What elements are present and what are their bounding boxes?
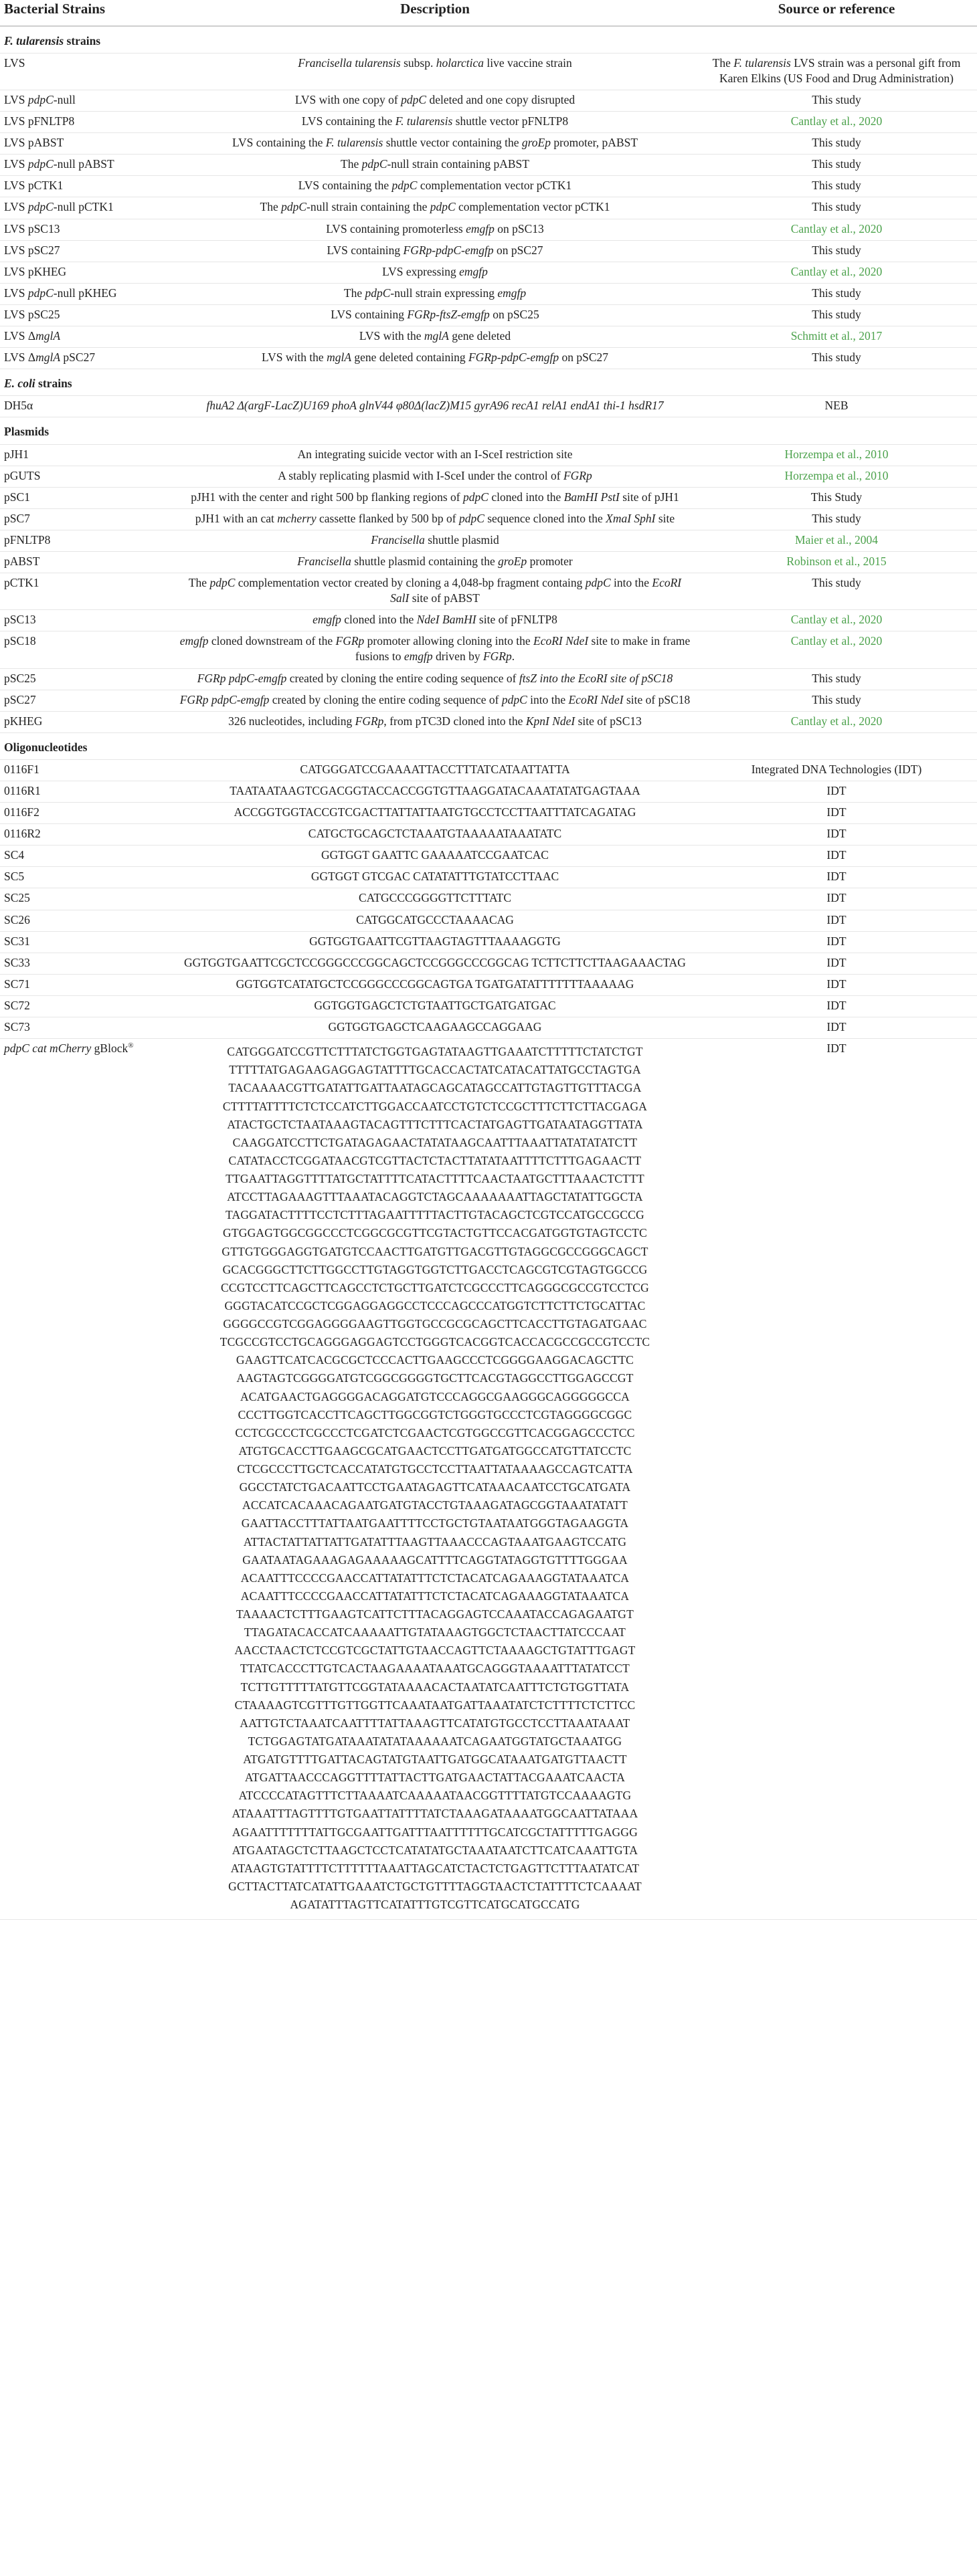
strain-description: LVS with the mglA gene deleted containing FGRp-pdpC-emgfp on pSC27 (174, 348, 696, 369)
strain-description: GGTGGTGAGCTCTGTAATTGCTGATGATGAC (174, 995, 696, 1017)
sequence-line: GTTGTGGGAGGTGATGTCCAACTTGATGTTGACGTTGTAGGCGCCGGGCAGCT (221, 1244, 648, 1258)
table-row (0, 304, 977, 326)
section-heading-row (0, 26, 977, 54)
strain-name: LVS pdpC-null (0, 90, 174, 112)
strain-source: NEB (696, 396, 977, 417)
strain-source: IDT (696, 974, 977, 995)
strain-source: Cantlay et al., 2020 (696, 262, 977, 283)
strain-source: This study (696, 176, 977, 197)
strain-description: CATGCCCGGGGTTCTTTATC (174, 888, 696, 910)
sequence-line: TCGCCGTCCTGCAGGGAGGAGTCCTGGGTCACGGTCACCACGCCGCCGTCCTC (219, 1335, 650, 1349)
section-heading-row (0, 732, 977, 759)
sequence-line: CATGGGATCCGTTCTTTATCTGGTGAGTATAAGTTGAAATCTTTTTCTATCTGT (227, 1045, 643, 1059)
sequence-line: ATGATGTTTTGATTACAGTATGTAATTGATGGCATAAATGATGTTAACTT (243, 1753, 627, 1766)
strain-name: pCTK1 (0, 573, 174, 610)
strain-source: Robinson et al., 2015 (696, 551, 977, 573)
header-bacterial-strains: Bacterial Strains (0, 0, 174, 26)
table-row (0, 931, 977, 953)
strain-source: IDT (696, 995, 977, 1017)
strain-source: Cantlay et al., 2020 (696, 631, 977, 668)
strain-source: Integrated DNA Technologies (IDT) (696, 759, 977, 781)
strain-description: emgfp cloned into the NdeI BamHI site of pFNLTP8 (174, 610, 696, 631)
sequence-line: AATTGTCTAAATCAATTTTATTAAAGTTCATATGTGCCTCCTTAAATAAAT (240, 1716, 630, 1730)
strain-name: LVS pSC27 (0, 240, 174, 262)
table-row (0, 240, 977, 262)
sequence-line: ATGTGCACCTTGAAGCGCATGAACTCCTTGATGATGGCCATGTTATCCTC (238, 1444, 632, 1458)
sequence-line: GCACGGGCTTCTTGGCCTTGTAGGTGGTCTTGACCTCAGCGTCGTAGTGGCCG (222, 1262, 648, 1276)
strain-source: This study (696, 197, 977, 219)
strain-description: pJH1 with an cat mcherry cassette flanked by 500 bp of pdpC sequence cloned into the XmaI SphI site (174, 508, 696, 530)
strain-name: LVS pdpC-null pABST (0, 155, 174, 176)
strain-source: IDT (696, 781, 977, 803)
strain-name: SC5 (0, 867, 174, 888)
strain-name: pSC18 (0, 631, 174, 668)
strain-description: A stably replicating plasmid with I-SceI under the control of FGRp (174, 466, 696, 487)
sequence-line: CTCGCCCTTGCTCACCATATGTGCCTCCTTAATTATAAAAGCCAGTCATTA (237, 1462, 633, 1476)
sequence-line: TTGAATTAGGTTTTATGCTATTTTCATACTTTTCAACTAATGCTTTAAACTCTTT (226, 1172, 644, 1185)
strain-description: Francisella tularensis subsp. holarctica live vaccine strain (174, 53, 696, 90)
strain-source: This study (696, 508, 977, 530)
strain-description: emgfp cloned downstream of the FGRp promoter allowing cloning into the EcoRI NdeI site to make in frame fusions to emgfp driven by FGRp. (174, 631, 696, 668)
strain-description: pJH1 with the center and right 500 bp flanking regions of pdpC cloned into the BamHI PstI site of pJH1 (174, 487, 696, 508)
sequence-line: ACATGAACTGAGGGGACAGGATGTCCCAGGCGAAGGGCAGGGGGCCA (240, 1389, 630, 1403)
sequence-line: GTGGAGTGGCGGCCCTCGGCGCGTTCGTACTGTTCCACGATGGTGTAGTCCTC (223, 1226, 647, 1240)
strain-description: TAATAATAAGTCGACGGTACCACCGGTGTTAAGGATACAAATATATGAGTAAA (174, 781, 696, 803)
sequence-line: ATAAGTGTATTTTCTTTTTTAAATTAGCATCTACTCTGAGTTCTTTAATATCAT (230, 1861, 640, 1875)
strain-name: SC73 (0, 1017, 174, 1039)
strain-name: LVS pdpC-null pCTK1 (0, 197, 174, 219)
strain-source: The F. tularensis LVS strain was a personal gift from Karen Elkins (US Food and Drug Administration) (696, 53, 977, 90)
gblock-source: IDT (696, 1039, 977, 1920)
strain-source: IDT (696, 867, 977, 888)
sequence-line: ATACTGCTCTAATAAAGTACAGTTTCTTTCACTATGAGTTGATAATAGGTTATA (227, 1117, 643, 1131)
strain-description: CATGGCATGCCCTAAAACAG (174, 910, 696, 931)
strain-description: Francisella shuttle plasmid (174, 530, 696, 551)
sequence-line: ACAATTTCCCCGAACCATTATATTTCTCTACATCAGAAAGGTATAAATCA (240, 1589, 630, 1603)
sequence-line: ATCCCCATAGTTTCTTAAAATCAAAAATAACGGTTTTATGTCCAAAAGTG (238, 1789, 632, 1803)
table-row (0, 219, 977, 240)
table-row (0, 326, 977, 348)
table-header-row (0, 0, 977, 26)
strain-description: ACCGGTGGTACCGTCGACTTATTATTAATGTGCCTCCTTAATTTATCAGATAG (174, 803, 696, 824)
sequence-line: GAATAATAGAAAGAGAAAAAGCATTTTCAGGTATAGGTGTTTTGGGAA (242, 1553, 628, 1567)
strain-name: SC25 (0, 888, 174, 910)
sequence-line: AGAATTTTTTTATTGCGAATTGATTTAATTTTTTGCATCGCTATTTTTGAGGG (232, 1825, 638, 1839)
strain-name: LVS ΔmglA pSC27 (0, 348, 174, 369)
sequence-line: ACCATCACAAACAGAATGATGTACCTGTAAAGATAGCGGTAAATATATT (242, 1498, 628, 1512)
table-row (0, 530, 977, 551)
strain-source: IDT (696, 910, 977, 931)
strain-source: Horzempa et al., 2010 (696, 444, 977, 466)
strain-source: Cantlay et al., 2020 (696, 610, 977, 631)
table-row (0, 711, 977, 732)
table-row (0, 910, 977, 931)
strain-name: SC4 (0, 846, 174, 867)
sequence-line: GGGGCCGTCGGAGGGGAAGTTGGTGCCGCGCAGCTTCACCTTGTAGATGAAC (223, 1317, 647, 1330)
strain-name: pKHEG (0, 711, 174, 732)
strain-source: This study (696, 668, 977, 690)
strain-description: GGTGGT GTCGAC CATATATTTGTATCCTTAAC (174, 867, 696, 888)
strain-source: This Study (696, 487, 977, 508)
strain-source: Maier et al., 2004 (696, 530, 977, 551)
strain-name: pABST (0, 551, 174, 573)
sequence-line: CTTTTATTTTCTCTCCATCTTGGACCAATCCTGTCTCCGCTTTCTTCTTACGAGA (222, 1099, 648, 1113)
sequence-line: CCGTCCTTCAGCTTCAGCCTCTGCTTGATCTCGCCCTTCAGGGCGCCGTCCTCG (221, 1280, 649, 1294)
table-row (0, 888, 977, 910)
strain-name: LVS pdpC-null pKHEG (0, 283, 174, 304)
strain-source: This study (696, 240, 977, 262)
strain-name: SC33 (0, 953, 174, 974)
strain-source: This study (696, 348, 977, 369)
sequence-line: TAGGATACTTTTCCTCTTTAGAATTTTTACTTGTACAGCTCGTCCATGCCGCCG (226, 1208, 644, 1222)
table-row (0, 781, 977, 803)
sequence-line: TTTTTATGAGAAGAGGAGTATTTTGCACCACTATCATACATTATGCCTAGTGA (229, 1063, 641, 1077)
sequence-line: TAAAACTCTTTGAAGTCATTCTTTACAGGAGTCCAAATACCAGAGAATGT (236, 1607, 634, 1621)
table-row (0, 197, 977, 219)
gblock-name: pdpC cat mCherry gBlock® (0, 1039, 174, 1920)
strain-name: pSC7 (0, 508, 174, 530)
strain-description: LVS with the mglA gene deleted (174, 326, 696, 348)
sequence-line: ATGAATAGCTCTTAAGCTCCTCATATATGCTAAATAATCTTCATCAAATTGTA (232, 1843, 638, 1857)
table-row (0, 53, 977, 90)
table-body (0, 26, 977, 1920)
sequence-line: TTATCACCCTTGTCACTAAGAAAATAAATGCAGGGTAAAATTTATATCCT (240, 1662, 630, 1676)
table-row (0, 466, 977, 487)
sequence-line: GAAGTTCATCACGCGCTCCCACTTGAAGCCCTCGGGGAAGGACAGCTTC (236, 1353, 634, 1367)
strain-name: LVS pFNLTP8 (0, 112, 174, 133)
strain-name: 0116R2 (0, 824, 174, 846)
strain-source: Horzempa et al., 2010 (696, 466, 977, 487)
table-row (0, 803, 977, 824)
strain-name: LVS (0, 53, 174, 90)
strain-name: SC71 (0, 974, 174, 995)
strain-description: CATGGGATCCGAAAATTACCTTTATCATAATTATTA (174, 759, 696, 781)
strain-description: The pdpC-null strain containing pABST (174, 155, 696, 176)
table-row (0, 487, 977, 508)
strain-name: SC31 (0, 931, 174, 953)
header-source: Source or reference (696, 0, 977, 26)
strain-description: CATGCTGCAGCTCTAAATGTAAAAATAAATATC (174, 824, 696, 846)
sequence-line: ACAATTTCCCCGAACCATTATATTTCTCTACATCAGAAAGGTATAAATCA (240, 1571, 630, 1585)
sequence-line: CCCTTGGTCACCTTCAGCTTGGCGGTCTGGGTGCCCTCGTAGGGGCGGC (238, 1407, 632, 1421)
strain-name: pSC13 (0, 610, 174, 631)
strain-description: 326 nucleotides, including FGRp, from pTC3D cloned into the KpnI NdeI site of pSC13 (174, 711, 696, 732)
strain-description: FGRp pdpC-emgfp created by cloning the entire coding sequence of ftsZ into the EcoRI site of pSC18 (174, 668, 696, 690)
strain-name: pJH1 (0, 444, 174, 466)
table-row (0, 610, 977, 631)
table-row (0, 995, 977, 1017)
strain-name: pFNLTP8 (0, 530, 174, 551)
table-row (0, 283, 977, 304)
strain-name: 0116F2 (0, 803, 174, 824)
strain-source: This study (696, 133, 977, 155)
strain-name: LVS pKHEG (0, 262, 174, 283)
strain-description: The pdpC-null strain expressing emgfp (174, 283, 696, 304)
table-row (0, 508, 977, 530)
table-row (0, 133, 977, 155)
table-row (0, 631, 977, 668)
strain-name: LVS pSC13 (0, 219, 174, 240)
sequence-line: AAGTAGTCGGGGATGTCGGCGGGGTGCTTCACGTAGGCCTTGGAGCCGT (236, 1371, 634, 1385)
strain-name: LVS pSC25 (0, 304, 174, 326)
table-row (0, 573, 977, 610)
strain-source: This study (696, 90, 977, 112)
sequence-line: TTAGATACACCATCAAAAATTGTATAAAGTGGCTCTAACTTATCCCAAT (244, 1625, 626, 1640)
strain-description: fhuA2 Δ(argF-LacZ)U169 phoA glnV44 φ80Δ(lacZ)M15 gyrA96 recA1 relA1 endA1 thi-1 hsdR17 (174, 396, 696, 417)
strain-source: This study (696, 155, 977, 176)
section-title: Oligonucleotides (0, 732, 977, 759)
strain-name: LVS ΔmglA (0, 326, 174, 348)
sequence-line: GGCCTATCTGACAATTCCTGAATAGAGTTCATAAACAATCCTGCATGATA (239, 1480, 631, 1494)
strain-name: SC72 (0, 995, 174, 1017)
table-row (0, 444, 977, 466)
table-row (0, 690, 977, 711)
strain-source: Cantlay et al., 2020 (696, 112, 977, 133)
table-row (0, 90, 977, 112)
section-heading-row (0, 417, 977, 444)
section-title: Plasmids (0, 417, 977, 444)
strain-description: GGTGGTGAATTCGTTAAGTAGTTTAAAAGGTG (174, 931, 696, 953)
strain-description: The pdpC-null strain containing the pdpC complementation vector pCTK1 (174, 197, 696, 219)
strain-description: LVS containing FGRp-pdpC-emgfp on pSC27 (174, 240, 696, 262)
strain-description: GGTGGTGAGCTCAAGAAGCCAGGAAG (174, 1017, 696, 1039)
table-row (0, 348, 977, 369)
table-row (0, 867, 977, 888)
strain-description: LVS containing FGRp-ftsZ-emgfp on pSC25 (174, 304, 696, 326)
strain-name: pSC27 (0, 690, 174, 711)
sequence-line: TCTGGAGTATGATAAATATATAAAAAATCAGAATGGTATGCTAAATGG (248, 1734, 622, 1748)
gblock-row (0, 1039, 977, 1920)
table-row (0, 824, 977, 846)
strain-name: 0116R1 (0, 781, 174, 803)
table-row (0, 396, 977, 417)
table-row (0, 551, 977, 573)
strain-description: The pdpC complementation vector created by cloning a 4,048-bp fragment containg pdpC into the EcoRI SalI site of pABST (174, 573, 696, 610)
table-row (0, 112, 977, 133)
strain-name: LVS pCTK1 (0, 176, 174, 197)
gblock-sequence (174, 1039, 696, 1920)
strain-description: LVS containing the F. tularensis shuttle vector containing the groEp promoter, pABST (174, 133, 696, 155)
table-row (0, 1017, 977, 1039)
table-row (0, 668, 977, 690)
strain-name: pGUTS (0, 466, 174, 487)
sequence-line: GAATTACCTTTATTAATGAATTTTCCTGCTGTAATAATGGGTAGAAGGTA (241, 1516, 629, 1530)
table-row (0, 176, 977, 197)
strain-description: GGTGGT GAATTC GAAAAATCCGAATCAC (174, 846, 696, 867)
table-row (0, 262, 977, 283)
section-heading-row (0, 369, 977, 396)
strain-name: LVS pABST (0, 133, 174, 155)
sequence-line: AACCTAACTCTCCGTCGCTATTGTAACCAGTTCTAAAAGCTGTATTTGAGT (234, 1644, 636, 1658)
strain-description: FGRp pdpC-emgfp created by cloning the entire coding sequence of pdpC into the EcoRI NdeI site of pSC18 (174, 690, 696, 711)
strain-description: LVS containing the F. tularensis shuttle vector pFNLTP8 (174, 112, 696, 133)
strain-description: LVS containing promoterless emgfp on pSC13 (174, 219, 696, 240)
strain-name: pSC25 (0, 668, 174, 690)
sequence-line: ATGATTAACCCAGGTTTTATTACTTGATGAACTATTACGAAATCAACTA (244, 1771, 626, 1785)
table-row (0, 846, 977, 867)
strain-source: Cantlay et al., 2020 (696, 711, 977, 732)
strain-source: IDT (696, 931, 977, 953)
sequence-line: CATATACCTCGGATAACGTCGTTACTCTACTTATATAATTTTCTTTGAGAACTT (228, 1153, 642, 1167)
strain-source: IDT (696, 888, 977, 910)
sequence-line: GCTTACTTATCATATTGAAATCTGCTGTTTTAGGTAACTCTATTTTCTCAAAAT (228, 1879, 642, 1893)
strain-description: LVS expressing emgfp (174, 262, 696, 283)
strain-description: LVS containing the pdpC complementation vector pCTK1 (174, 176, 696, 197)
table-row (0, 953, 977, 974)
strain-source: This study (696, 690, 977, 711)
section-title: F. tularensis strains (0, 26, 977, 54)
strain-source: IDT (696, 953, 977, 974)
sequence-line: ATCCTTAGAAAGTTTAAATACAGGTCTAGCAAAAAAATTAGCTATATTGGCTA (227, 1190, 643, 1204)
sequence-line: CTAAAAGTCGTTTGTTGGTTCAAATAATGATTAAATATCTCTTTTCTCTTCC (234, 1698, 636, 1712)
strain-description: An integrating suicide vector with an I-SceI restriction site (174, 444, 696, 466)
table-row (0, 155, 977, 176)
strain-source: Cantlay et al., 2020 (696, 219, 977, 240)
strain-name: DH5α (0, 396, 174, 417)
sequence-line: GGGTACATCCGCTCGGAGGAGGCCTCCCAGCCCATGGTCTTCTTCTGCATTAC (224, 1298, 646, 1312)
strain-description: LVS with one copy of pdpC deleted and one copy disrupted (174, 90, 696, 112)
sequence-line: AGATATTTAGTTCATATTTGTCGTTCATGCATGCCATG (290, 1898, 580, 1911)
strain-source: This study (696, 304, 977, 326)
strain-source: IDT (696, 803, 977, 824)
strain-description: GGTGGTGAATTCGCTCCGGGCCCGGCAGCTCCGGGCCCGGCAG TCTTCTTCTTAAGAAACTAG (174, 953, 696, 974)
table-row (0, 759, 977, 781)
table-row (0, 974, 977, 995)
strain-description: Francisella shuttle plasmid containing the groEp promoter (174, 551, 696, 573)
sequence-line: TCTTGTTTTTATGTTCGGTATAAAACACTAATATCAATTTCTGTGGTTATA (240, 1680, 630, 1694)
strain-source: Schmitt et al., 2017 (696, 326, 977, 348)
strain-description: GGTGGTCATATGCTCCGGGCCCGGCAGTGA TGATGATATTTTTTTAAAAAG (174, 974, 696, 995)
sequence-line: ATAAATTTAGTTTTGTGAATTATTTTATCTAAAGATAAAATGGCAATTATAAA (232, 1807, 638, 1821)
strain-source: This study (696, 573, 977, 610)
strain-name: pSC1 (0, 487, 174, 508)
strain-source: This study (696, 283, 977, 304)
strain-name: SC26 (0, 910, 174, 931)
sequence-line: CCTCGCCCTCGCCCTCGATCTCGAACTCGTGGCCGTTCACGGAGCCCTCC (235, 1425, 635, 1440)
strain-source: IDT (696, 846, 977, 867)
strain-source: IDT (696, 1017, 977, 1039)
sequence-line: TACAAAACGTTGATATTGATTAATAGCAGCATAGCCATTGTAGTTGTTTACGA (228, 1081, 642, 1095)
strain-source: IDT (696, 824, 977, 846)
header-description: Description (174, 0, 696, 26)
section-title: E. coli strains (0, 369, 977, 396)
sequence-line: ATTACTATTATTATTGATATTTAAGTTAAACCCAGTAAATGAAGTCCATG (243, 1534, 627, 1549)
sequence-line: CAAGGATCCTTCTGATAGAGAACTATATAAGCAATTTAAATTATATATATCTT (232, 1135, 638, 1149)
strain-name: 0116F1 (0, 759, 174, 781)
